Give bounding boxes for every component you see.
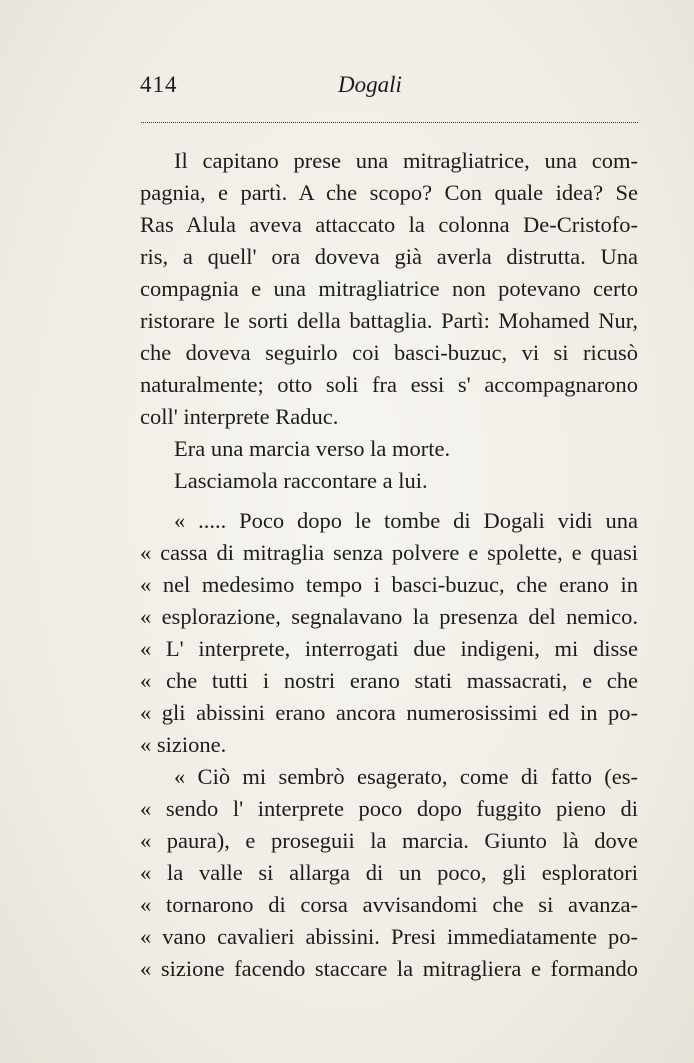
quoted-account-continued — [140, 761, 638, 985]
text-line: « paura), e proseguii la marcia. Giunto là dove — [140, 828, 638, 853]
text-line: compagnia e una mitragliatrice non potevano certo — [140, 276, 638, 301]
text-line: « nel medesimo tempo i basci-buzuc, che erano in — [140, 572, 638, 597]
text-line: Era una marcia verso la morte. — [174, 436, 451, 461]
text-line: che doveva seguirlo coi basci-buzuc, vi si ricusò — [140, 340, 638, 365]
page-header — [140, 72, 640, 102]
text-line: ristorare le sorti della battaglia. Partì: Mohamed Nur, — [140, 308, 638, 333]
header-rule — [141, 122, 638, 123]
text-line: pagnia, e partì. A che scopo? Con quale idea? Se — [140, 180, 638, 205]
text-line: Lasciamola raccontare a lui. — [174, 468, 428, 493]
text-line: « tornarono di corsa avvisandomi che si avanza- — [140, 892, 638, 917]
text-line: « vano cavalieri abissini. Presi immediatamente po- — [140, 924, 638, 949]
page-number: 414 — [140, 72, 178, 97]
text-line: « Ciò mi sembrò esagerato, come di fatto (es- — [174, 764, 638, 789]
text-line: « cassa di mitraglia senza polvere e spolette, e quasi — [140, 540, 638, 565]
text-line: Il capitano prese una mitragliatrice, una com- — [174, 148, 638, 173]
text-line: « gli abissini erano ancora numerosissimi ed in po- — [140, 700, 638, 725]
running-title: Dogali — [338, 72, 402, 97]
quoted-account — [140, 505, 638, 761]
text-line: « L' interprete, interrogati due indigeni, mi disse — [140, 636, 638, 661]
text-line: « sendo l' interprete poco dopo fuggito pieno di — [140, 796, 638, 821]
narrative-text — [140, 145, 638, 497]
text-line: « la valle si allarga di un poco, gli esploratori — [140, 860, 638, 885]
text-line: ris, a quell' ora doveva già averla distrutta. Una — [140, 244, 638, 269]
text-line: coll' interprete Raduc. — [140, 404, 339, 429]
text-line: « che tutti i nostri erano stati massacrati, e che — [140, 668, 638, 693]
text-line: « ..... Poco dopo le tombe di Dogali vidi una — [174, 508, 638, 533]
text-line: naturalmente; otto soli fra essi s' accompagnarono — [140, 372, 638, 397]
text-line: « sizione. — [140, 732, 227, 757]
text-line: « sizione facendo staccare la mitragliera e formando — [140, 956, 638, 981]
text-line: « esplorazione, segnalavano la presenza del nemico. — [140, 604, 638, 629]
text-line: Ras Alula aveva attaccato la colonna De-Cristofo- — [140, 212, 638, 237]
